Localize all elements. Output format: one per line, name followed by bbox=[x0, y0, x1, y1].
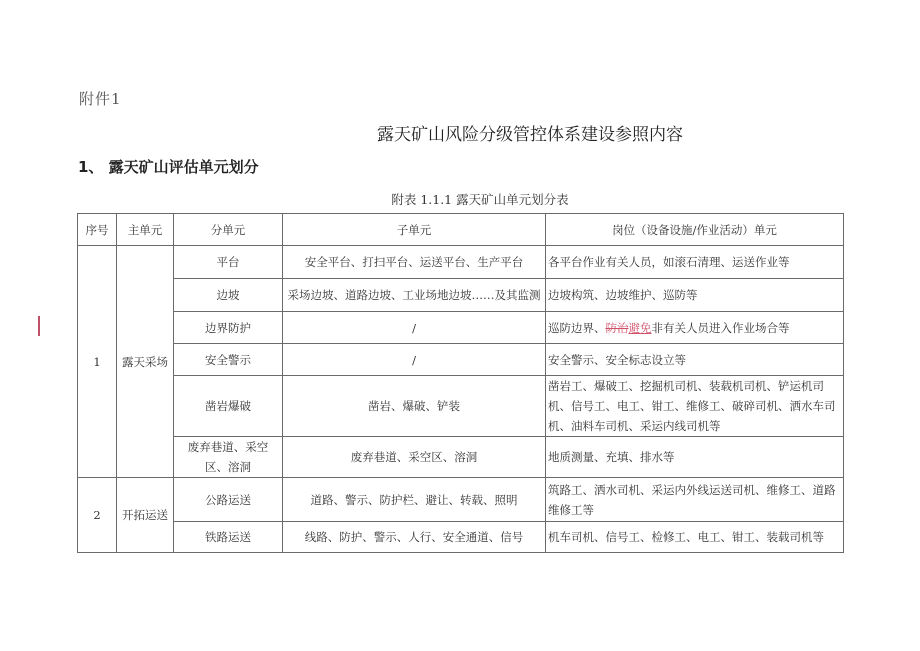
table-row bbox=[78, 279, 844, 312]
unit-division-table bbox=[77, 213, 844, 553]
table-row bbox=[78, 246, 844, 279]
header-sub-unit: 分单元 bbox=[174, 214, 283, 246]
table-row bbox=[78, 376, 844, 437]
sub-unit: 安全警示 bbox=[174, 344, 283, 376]
table-header-row bbox=[78, 214, 844, 246]
group-index: 1 bbox=[78, 246, 117, 478]
table-row bbox=[78, 344, 844, 376]
group-index: 2 bbox=[78, 478, 117, 553]
main-unit: 露天采场 bbox=[117, 246, 174, 478]
sub-unit: 边界防护 bbox=[174, 312, 283, 344]
table-row bbox=[78, 437, 844, 478]
child-unit: 采场边坡、道路边坡、工业场地边坡……及其监测 bbox=[283, 279, 546, 312]
post-unit: 凿岩工、爆破工、挖掘机司机、装载机司机、铲运机司机、信号工、电工、钳工、维修工、破碎司机、洒水车司机、油料车司机、采运内线司机等 bbox=[546, 376, 844, 437]
change-bar-marker bbox=[38, 316, 40, 336]
main-unit: 开拓运送 bbox=[117, 478, 174, 553]
child-unit: 凿岩、爆破、铲装 bbox=[283, 376, 546, 437]
child-unit: / bbox=[283, 344, 546, 376]
post-unit: 边坡构筑、边坡维护、巡防等 bbox=[546, 279, 844, 312]
child-unit: 道路、警示、防护栏、避让、转载、照明 bbox=[283, 478, 546, 522]
post-unit bbox=[546, 312, 844, 344]
post-unit: 安全警示、安全标志设立等 bbox=[546, 344, 844, 376]
child-unit: 安全平台、打扫平台、运送平台、生产平台 bbox=[283, 246, 546, 279]
post-unit: 筑路工、洒水司机、采运内外线运送司机、维修工、道路维修工等 bbox=[546, 478, 844, 522]
sub-unit: 公路运送 bbox=[174, 478, 283, 522]
header-main-unit: 主单元 bbox=[117, 214, 174, 246]
child-unit: 线路、防护、警示、人行、安全通道、信号 bbox=[283, 522, 546, 553]
table-row bbox=[78, 522, 844, 553]
header-index: 序号 bbox=[78, 214, 117, 246]
sub-unit: 铁路运送 bbox=[174, 522, 283, 553]
document-title: 露天矿山风险分级管控体系建设参照内容 bbox=[377, 125, 683, 145]
post-unit: 机车司机、信号工、检修工、电工、钳工、装载司机等 bbox=[546, 522, 844, 553]
post-unit: 各平台作业有关人员，如滚石清理、运送作业等 bbox=[546, 246, 844, 279]
section-heading: 1、 露天矿山评估单元划分 bbox=[78, 158, 259, 176]
post-unit-prefix: 巡防边界、 bbox=[548, 320, 606, 335]
tracked-deletion: 防治 bbox=[605, 320, 629, 335]
post-unit: 地质测量、充填、排水等 bbox=[546, 437, 844, 478]
sub-unit: 平台 bbox=[174, 246, 283, 279]
sub-unit: 废弃巷道、采空区、溶洞 bbox=[174, 437, 283, 478]
child-unit: 废弃巷道、采空区、溶洞 bbox=[283, 437, 546, 478]
tracked-insertion: 避免 bbox=[628, 320, 652, 335]
header-child-unit: 子单元 bbox=[283, 214, 546, 246]
attachment-label: 附件1 bbox=[79, 90, 122, 108]
post-unit-suffix: 非有关人员进入作业场合等 bbox=[651, 320, 790, 335]
sub-unit: 边坡 bbox=[174, 279, 283, 312]
header-post-unit: 岗位（设备设施/作业活动）单元 bbox=[546, 214, 844, 246]
table-row bbox=[78, 312, 844, 344]
child-unit: / bbox=[283, 312, 546, 344]
sub-unit: 凿岩爆破 bbox=[174, 376, 283, 437]
table-row bbox=[78, 478, 844, 522]
table-caption: 附表 1.1.1 露天矿山单元划分表 bbox=[391, 192, 569, 207]
